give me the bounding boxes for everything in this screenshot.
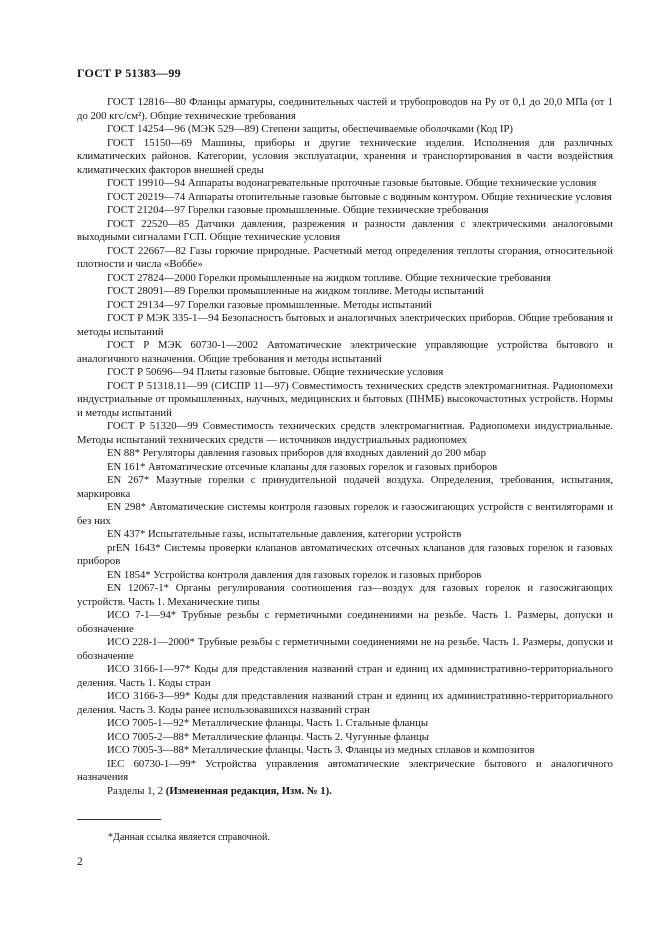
reference-item: ГОСТ 29134—97 Горелки газовые промышленные. Методы испытаний (107, 298, 432, 311)
reference-item: ГОСТ 12816—80 Фланцы арматуры, соединительных частей и трубопроводов на Py от 0,1 до 20,0 МПа (от 1 до 200 кгс/см²). Общие технические требования (77, 96, 613, 122)
reference-item: ГОСТ 19910—94 Аппараты водонагревательные проточные газовые бытовые. Общие технические условия (107, 177, 597, 189)
reference-item: ИСО 228-1—2000* Трубные резьбы с герметичными соединениями не на резьбе. Часть 1. Размеры, допуски и обозначение (77, 636, 613, 662)
reference-item: EN 161* Автоматические отсечные клапаны для газовых горелок и газовых приборов (107, 460, 498, 473)
reference-item: ИСО 7005-3—88* Металлические фланцы. Часть 3. Фланцы из медных сплавов и композитов (107, 744, 535, 756)
reference-item: EN 437* Испытательные газы, испытательные давления, категории устройств (107, 528, 462, 540)
reference-item: ИСО 7-1—94* Трубные резьбы с герметичными соединениями на резьбе. Часть 1. Размеры, допуски и обозначение (77, 609, 613, 635)
footnote-divider (77, 819, 161, 820)
reference-item: ГОСТ 21204—97 Горелки газовые промышленные. Общие технические требования (107, 204, 489, 216)
reference-item: ГОСТ 14254—96 (МЭК 529—89) Степени защиты, обеспечиваемые оболочками (Код IP) (107, 123, 513, 135)
reference-item: EN 88* Регуляторы давления газовых приборов для входных давлений до 200 мбар (107, 447, 486, 459)
reference-item: ГОСТ Р 51320—99 Совместимость технических средств электромагнитная. Радиопомехи индустриальные. Методы испытаний технических средств — источников индустриальных радиопомех (77, 420, 613, 446)
page-header: ГОСТ Р 51383—99 (77, 66, 181, 80)
reference-item: EN 267* Мазутные горелки с принудительной подачей воздуха. Определения, требования, испытания, маркировка (77, 474, 613, 500)
reference-item: EN 298* Автоматические системы контроля газовых горелок и газосжигающих устройств с вентиляторами и без них (77, 501, 613, 527)
reference-item: ГОСТ 20219—74 Аппараты отопительные газовые бытовые с водяным контуром. Общие технические условия (107, 190, 612, 203)
reference-item: EN 1854* Устройства контроля давления для газовых горелок и газовых приборов (107, 568, 482, 581)
reference-item: ИСО 3166-1—97* Коды для представления названий стран и единиц их административно-территориального деления. Часть 1. Коды стран (77, 663, 613, 689)
reference-item: IEC 60730-1—99* Устройства управления автоматические электрические бытового и аналогичного назначения (77, 757, 613, 783)
reference-item: prEN 1643* Системы проверки клапанов автоматических отсечных клапанов для газовых горелок и газовых приборов (77, 541, 613, 567)
reference-item: ГОСТ 15150—69 Машины, приборы и другие технические изделия. Исполнения для различных климатических районов. Категории, условия эксплуатации, хранения и транспортирования в части воздействия климатических факторов внешней среды (77, 136, 613, 176)
page-number: 2 (77, 856, 83, 868)
normative-references (77, 96, 613, 798)
amendment-prefix: Разделы 1, 2 (107, 784, 166, 797)
reference-item: ГОСТ 27824—2000 Горелки промышленные на жидком топливе. Общие технические требования (107, 271, 551, 284)
reference-item: ИСО 7005-2—88* Металлические фланцы. Часть 2. Чугунные фланцы (107, 730, 429, 743)
reference-item: ИСО 7005-1—92* Металлические фланцы. Часть 1. Стальные фланцы (107, 717, 429, 729)
reference-item: ГОСТ Р 50696—94 Плиты газовые бытовые. Общие технические условия (107, 366, 444, 378)
reference-item: EN 12067-1* Органы регулирования соотношения газ—воздух для газовых горелок и газосжигающих устройств. Часть 1. Механические типы (77, 582, 613, 608)
reference-item: ГОСТ 22667—82 Газы горючие природные. Расчетный метод определения теплоты сгорания, относительной плотности и числа «Воббе» (77, 244, 613, 270)
reference-item: ИСО 3166-3—99* Коды для представления названий стран и единиц их административно-территориального деления. Часть 3. Коды ранее использовавшихся названий стран (77, 690, 613, 716)
reference-item: ГОСТ 22520—85 Датчики давления, разрежения и разности давления с электрическими аналоговыми выходными сигналами ГСП. Общие технические условия (77, 217, 613, 243)
reference-item: ГОСТ Р МЭК 335-1—94 Безопасность бытовых и аналогичных электрических приборов. Общие требования и методы испытаний (77, 312, 613, 338)
amendment-bold: (Измененная редакция, Изм. № 1). (165, 784, 332, 797)
amendment-note (77, 785, 613, 799)
reference-item: ГОСТ 28091—89 Горелки промышленные на жидком топливе. Методы испытаний (107, 285, 484, 297)
footnote: *Данная ссылка является справочной. (108, 832, 270, 843)
reference-item: ГОСТ Р МЭК 60730-1—2002 Автоматические электрические управляющие устройства бытового и аналогичного назначения. Общие требования и методы испытаний (77, 339, 613, 365)
reference-item: ГОСТ Р 51318.11—99 (СИСПР 11—97) Совместимость технических средств электромагнитная. Радиопомехи индустриальные от промышленных, научных, медицинских и бытовых (ПНМБ) высокочастотных устройств. Нормы и методы испытаний (77, 379, 613, 419)
